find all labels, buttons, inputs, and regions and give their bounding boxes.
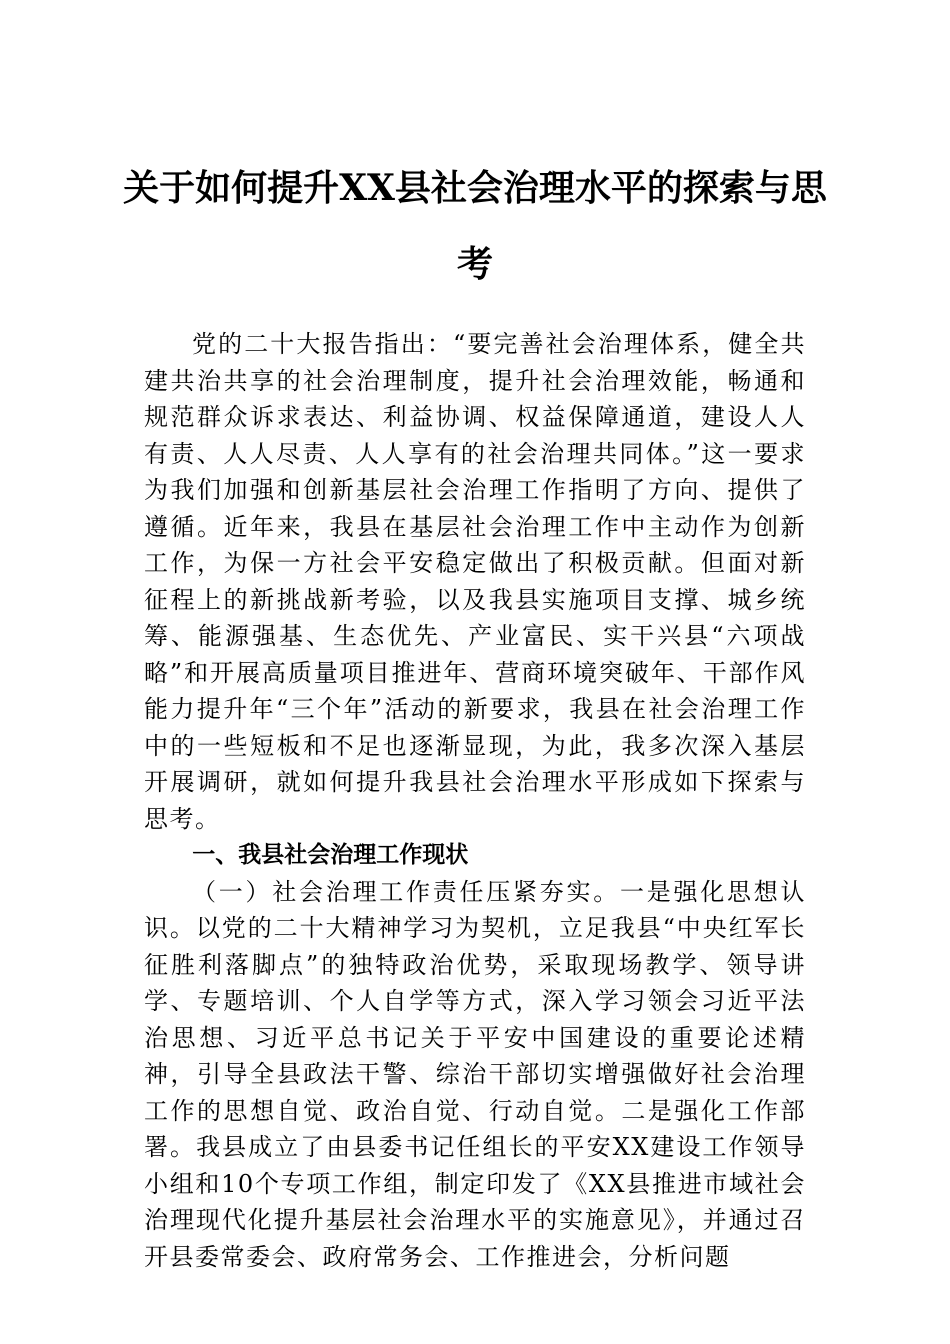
section-paragraph: （一）社会治理工作责任压紧夯实。一是强化思想认识。以党的二十大精神学习为契机，立足我县“中央红军长征胜利落脚点”的独特政治优势，采取现场教学、领导讲学、专题培训、个人自学等方式，深入学习领会习近平法治思想、习近平总书记关于平安中国建设的重要论述精神，引导全县政法干警、综治干部切实增强做好社会治理工作的思想自觉、政治自觉、行动自觉。二是强化工作部署。我县成立了由县委书记任组长的平安XX建设工作领导小组和10个专项工作组，制定印发了《XX县推进市域社会治理现代化提升基层社会治理水平的实施意见》，并通过召开县委常委会、政府常务会、工作推进会，分析问题 bbox=[144, 877, 806, 1271]
document-body bbox=[144, 326, 806, 1275]
document-title: 关于如何提升XX县社会治理水平的探索与思考 bbox=[123, 167, 827, 285]
intro-paragraph: 党的二十大报告指出：“要完善社会治理体系，健全共建共治共享的社会治理制度，提升社会治理效能，畅通和规范群众诉求表达、利益协调、权益保障通道，建设人人有责、人人尽责、人人享有的社会治理共同体。”这一要求为我们加强和创新基层社会治理工作指明了方向、提供了遵循。近年来，我县在基层社会治理工作中主动作为创新工作，为保一方社会平安稳定做出了积极贡献。但面对新征程上的新挑战新考验，以及我县实施项目支撑、城乡统筹、能源强基、生态优先、产业富民、实干兴县“六项战略”和开展高质量项目推进年、营商环境突破年、干部作风能力提升年“三个年”活动的新要求，我县在社会治理工作中的一些短板和不足也逐渐显现，为此，我多次深入基层开展调研，就如何提升我县社会治理水平形成如下探索与思考。 bbox=[144, 330, 806, 833]
section-heading: 一、我县社会治理工作现状 bbox=[192, 842, 469, 868]
